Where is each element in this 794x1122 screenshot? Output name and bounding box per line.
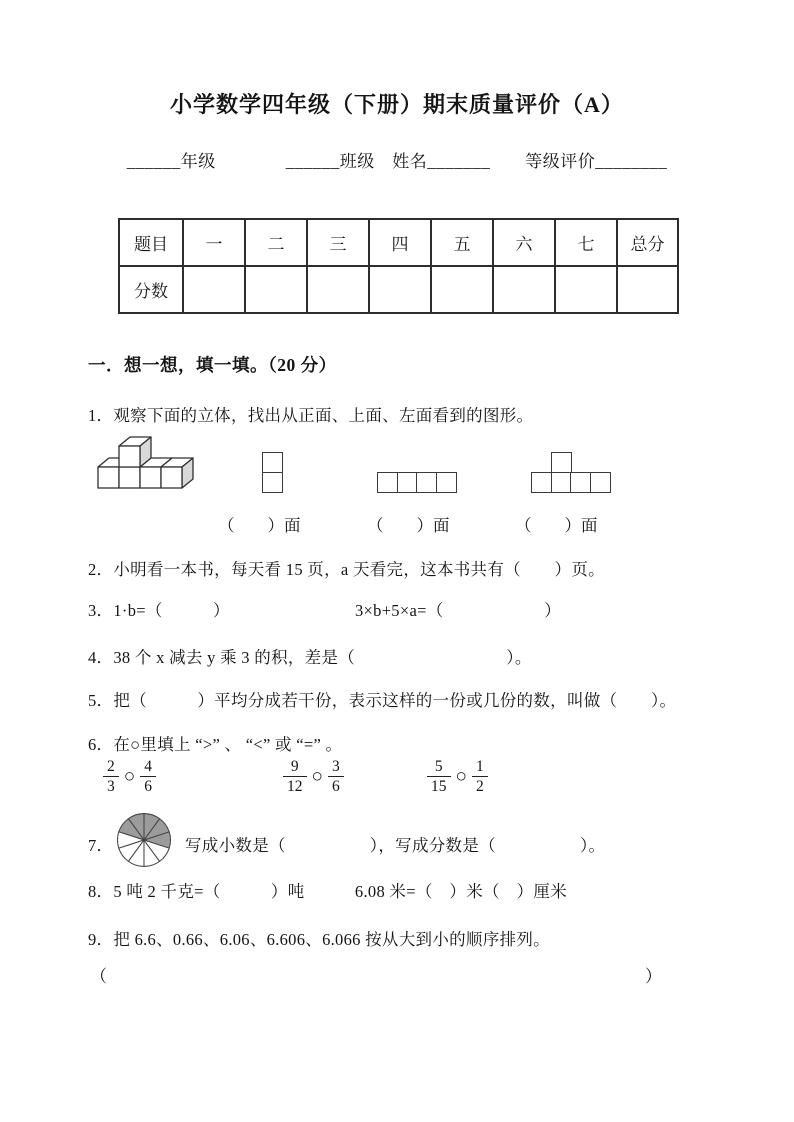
denominator: 3 — [103, 776, 119, 796]
score-table-cell: 四 — [369, 219, 431, 266]
fraction-comparison-1 — [103, 757, 156, 797]
numerator: 4 — [144, 758, 152, 775]
numerator: 1 — [475, 758, 484, 775]
question-7-text: 写成小数是（ ），写成分数是（ ）。 — [185, 836, 606, 855]
fraction-comparison-3 — [427, 757, 488, 797]
question-6-text: 6．在○里填上 “>” 、 “<” 或 “=” 。 — [88, 735, 343, 754]
score-cell-empty — [493, 266, 555, 313]
score-cell-empty — [369, 266, 431, 313]
score-table-header-row — [119, 219, 678, 266]
square — [551, 472, 572, 493]
fraction — [427, 757, 451, 797]
numerator: 5 — [434, 758, 443, 775]
score-cell-empty — [245, 266, 307, 313]
square — [436, 472, 457, 493]
question-5-text: 5．把（ ）平均分成若干份，表示这样的一份或几份的数，叫做（ ）。 — [88, 691, 677, 710]
view-figure-two-squares-vertical — [262, 452, 285, 495]
score-row-label: 分数 — [119, 266, 183, 313]
score-cell-empty — [555, 266, 617, 313]
page-title: 小学数学四年级（下册）期末质量评价（A） — [170, 92, 624, 117]
student-info-line: ______年级 ______班级 姓名_______ 等级评价________ — [126, 152, 668, 171]
question-1-text: 1．观察下面的立体，找出从正面、上面、左面看到的图形。 — [88, 406, 534, 425]
view-figure-t-shape — [531, 452, 613, 495]
question-2-text: 2．小明看一本书，每天看 15 页，a 天看完，这本书共有（ ）页。 — [88, 560, 605, 579]
view-figure-four-squares-row — [377, 472, 459, 495]
denominator: 6 — [328, 776, 344, 796]
fraction — [103, 757, 119, 797]
denominator: 6 — [140, 776, 156, 796]
denominator: 15 — [427, 776, 451, 796]
score-cell-empty — [431, 266, 493, 313]
square — [397, 472, 418, 493]
square — [590, 472, 611, 493]
question-7-number: 7． — [88, 836, 114, 855]
score-table-cell: 三 — [307, 219, 369, 266]
score-table-cell: 二 — [245, 219, 307, 266]
square — [262, 452, 283, 473]
face-answer-label: （ ）面 — [515, 516, 598, 535]
denominator: 2 — [472, 776, 488, 796]
face-answer-label: （ ）面 — [367, 516, 450, 535]
fraction — [283, 757, 307, 797]
cube-solid-figure — [93, 432, 205, 494]
question-3b-text: 3×b+5×a=（ ） — [355, 601, 562, 620]
score-cell-empty — [183, 266, 245, 313]
score-table-cell: 七 — [555, 219, 617, 266]
square — [551, 452, 572, 473]
numerator: 9 — [290, 758, 299, 775]
score-table-cell: 六 — [493, 219, 555, 266]
comparison-circle: ○ — [311, 766, 323, 788]
score-table-cell: 一 — [183, 219, 245, 266]
score-table-cell: 题目 — [119, 219, 183, 266]
square — [416, 472, 437, 493]
comparison-circle: ○ — [455, 766, 467, 788]
answer-open-paren: （ — [90, 967, 107, 986]
question-9-text: 9．把 6.6、0.66、6.06、6.606、6.066 按从大到小的顺序排列。 — [88, 930, 550, 949]
square — [377, 472, 398, 493]
section1-heading: 一．想一想，填一填。（20 分） — [88, 355, 337, 375]
fraction — [140, 757, 156, 797]
score-table-score-row — [119, 266, 678, 313]
face-answer-label: （ ）面 — [218, 516, 301, 535]
score-table — [118, 218, 679, 314]
fraction — [328, 757, 344, 797]
fraction — [472, 757, 488, 797]
question-3a-text: 3．1·b=（ ） — [88, 601, 230, 620]
score-table-cell: 总分 — [617, 219, 678, 266]
square — [570, 472, 591, 493]
score-table-cell: 五 — [431, 219, 493, 266]
question-4-text: 4．38 个 x 减去 y 乘 3 的积，差是（ ）。 — [88, 648, 532, 667]
fraction-comparison-2 — [283, 757, 344, 797]
square — [262, 472, 283, 493]
numerator: 3 — [331, 758, 340, 775]
question-8-text: 8．5 吨 2 千克=（ ）吨 6.08 米=（ ）米（ ）厘米 — [88, 882, 568, 901]
score-cell-empty — [307, 266, 369, 313]
denominator: 12 — [283, 776, 307, 796]
score-cell-empty — [617, 266, 678, 313]
pie-fraction-figure — [116, 812, 172, 868]
answer-close-paren: ） — [645, 967, 662, 986]
square — [531, 472, 552, 493]
comparison-circle: ○ — [123, 766, 136, 788]
numerator: 2 — [107, 758, 115, 775]
